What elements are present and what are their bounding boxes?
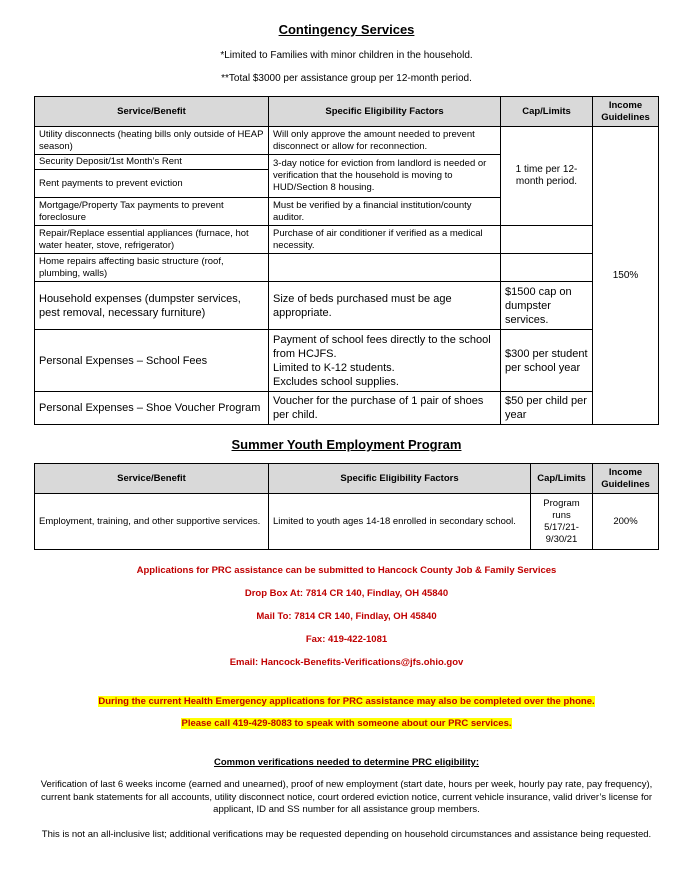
service-cell: Mortgage/Property Tax payments to prevent foreclosure xyxy=(35,198,269,226)
header-row xyxy=(35,97,659,127)
verifications-heading: Common verifications needed to determine PRC eligibility: xyxy=(214,757,479,768)
table-row xyxy=(35,226,659,254)
service-cell: Employment, training, and other supportive services. xyxy=(35,494,269,550)
col-header-service: Service/Benefit xyxy=(35,97,269,127)
fax-line: Fax: 419-422-1081 xyxy=(305,634,388,645)
service-cell: Personal Expenses – School Fees xyxy=(35,330,269,392)
total-note: **Total $3000 per assistance group per 12-month period. xyxy=(221,73,472,84)
table-row xyxy=(35,254,659,282)
cap-cell xyxy=(501,226,593,254)
col-header-cap: Cap/Limits xyxy=(501,97,593,127)
factors-cell: Purchase of air conditioner if verified as a medical necessity. xyxy=(269,226,501,254)
emergency-line: During the current Health Emergency applications for PRC assistance may also be completed over the phone. xyxy=(98,696,595,707)
table-row xyxy=(35,127,659,155)
table-row xyxy=(35,494,659,550)
cap-cell: $50 per child per year xyxy=(501,392,593,425)
header-row xyxy=(35,464,659,494)
cap-cell xyxy=(501,254,593,282)
email-line: Email: Hancock-Benefits-Verifications@jfs.ohio.gov xyxy=(229,657,464,668)
factors-cell: 3-day notice for eviction from landlord is needed or verification that the household is moving to HUD/Section 8 housing. xyxy=(269,155,501,198)
factors-cell xyxy=(269,254,501,282)
call-line-wrap xyxy=(0,718,693,729)
service-cell: Home repairs affecting basic structure (roof, plumbing, walls) xyxy=(35,254,269,282)
applications-line: Applications for PRC assistance can be submitted to Hancock County Job & Family Services xyxy=(136,565,557,576)
col-header-factors: Specific Eligibility Factors xyxy=(269,97,501,127)
factors-cell: Limited to youth ages 14-18 enrolled in secondary school. xyxy=(269,494,531,550)
col-header-factors: Specific Eligibility Factors xyxy=(269,464,531,494)
income-cell: 200% xyxy=(593,494,659,550)
cap-cell: $1500 cap on dumpster services. xyxy=(501,282,593,330)
col-header-income: Income Guidelines xyxy=(593,464,659,494)
factors-cell: Payment of school fees directly to the school from HCJFS. Limited to K-12 students. Excludes school supplies. xyxy=(269,330,501,392)
service-cell: Security Deposit/1st Month’s Rent xyxy=(35,155,269,170)
contingency-table xyxy=(34,96,659,425)
factors-cell: Must be verified by a financial institution/county auditor. xyxy=(269,198,501,226)
factors-cell: Size of beds purchased must be age appropriate. xyxy=(269,282,501,330)
verifications-footer: This is not an all-inclusive list; additional verifications may be requested depending on household circumstances and assistance being requested. xyxy=(41,829,652,840)
service-cell: Utility disconnects (heating bills only outside of HEAP season) xyxy=(35,127,269,155)
cap-cell: 1 time per 12-month period. xyxy=(501,127,593,226)
income-cell: 150% xyxy=(593,127,659,425)
table-row xyxy=(35,282,659,330)
call-line: Please call 419-429-8083 to speak with someone about our PRC services. xyxy=(181,718,512,729)
summer-title: Summer Youth Employment Program xyxy=(231,437,462,452)
verifications-body: Verification of last 6 weeks income (earned and unearned), proof of new employment (start date, hours per week, hourly pay rate, pay frequency), current bank statements for all accounts, utility disconnect notice, court ordered eviction notice, current vehicle insurance, valid driver’s license for applicant, ID and SS number for all assistance group members. xyxy=(40,779,653,815)
service-cell: Personal Expenses – Shoe Voucher Program xyxy=(35,392,269,425)
contingency-title: Contingency Services xyxy=(278,22,415,37)
summer-table xyxy=(34,463,659,550)
emergency-line-wrap xyxy=(0,696,693,707)
cap-cell: $300 per student per school year xyxy=(501,330,593,392)
col-header-service: Service/Benefit xyxy=(35,464,269,494)
mail-line: Mail To: 7814 CR 140, Findlay, OH 45840 xyxy=(256,611,437,622)
col-header-income: Income Guidelines xyxy=(593,97,659,127)
factors-cell: Voucher for the purchase of 1 pair of shoes per child. xyxy=(269,392,501,425)
table-row xyxy=(35,330,659,392)
col-header-cap: Cap/Limits xyxy=(531,464,593,494)
dropbox-line: Drop Box At: 7814 CR 140, Findlay, OH 45840 xyxy=(244,588,449,599)
service-cell: Household expenses (dumpster services, pest removal, necessary furniture) xyxy=(35,282,269,330)
table-row xyxy=(35,392,659,425)
service-cell: Rent payments to prevent eviction xyxy=(35,170,269,198)
families-note: *Limited to Families with minor children in the household. xyxy=(220,50,473,61)
factors-cell: Will only approve the amount needed to prevent disconnect or allow for reconnection. xyxy=(269,127,501,155)
verifications-heading-wrap xyxy=(0,757,693,768)
service-cell: Repair/Replace essential appliances (furnace, hot water heater, stove, refrigerator) xyxy=(35,226,269,254)
cap-cell: Program runs 5/17/21-9/30/21 xyxy=(531,494,593,550)
